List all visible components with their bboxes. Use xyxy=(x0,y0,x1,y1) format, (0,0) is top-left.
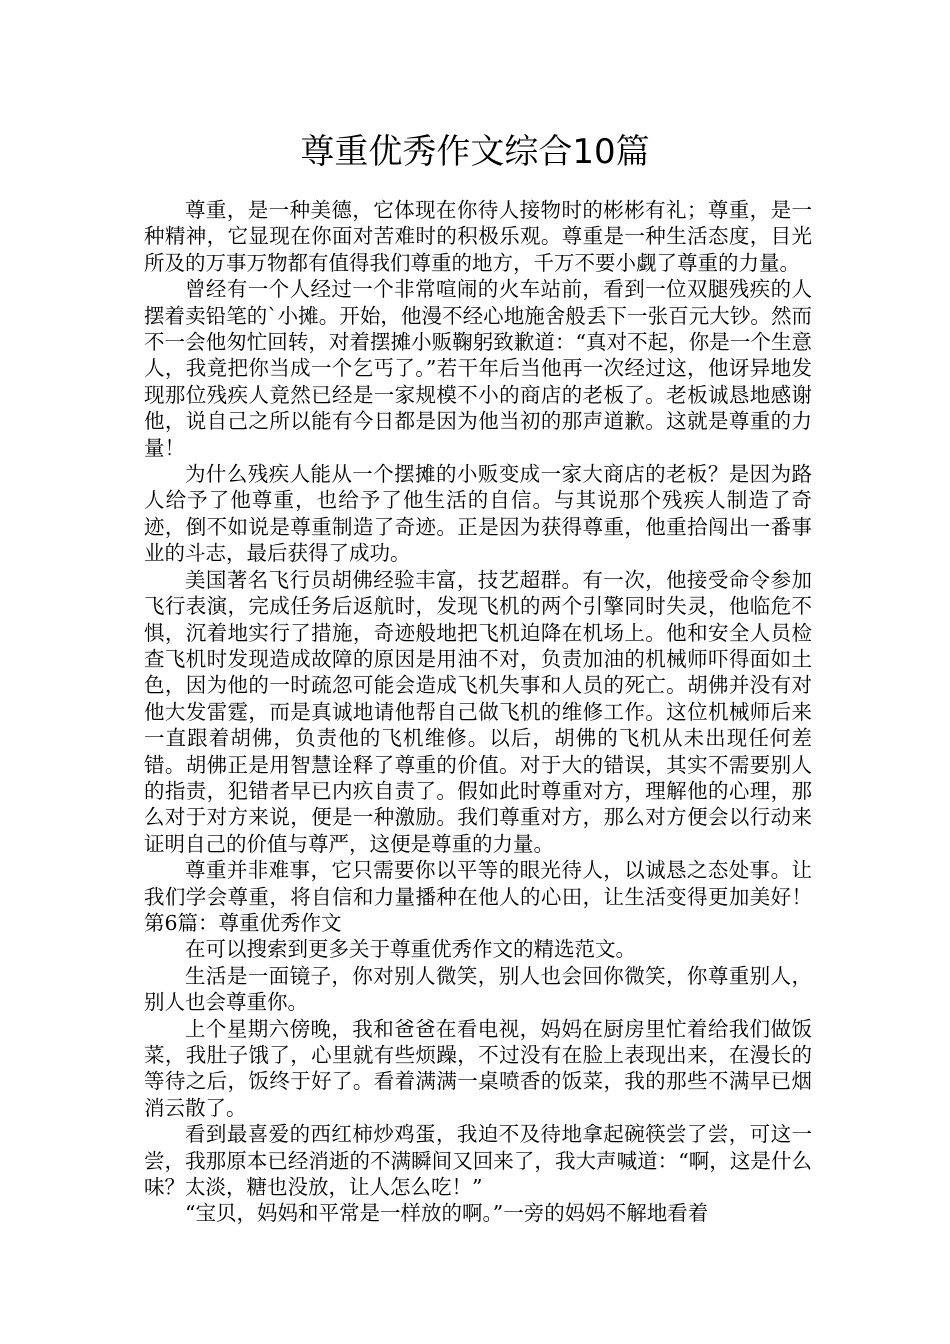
paragraph: 生活是一面镜子，你对别人微笑，别人也会回你微笑，你尊重别人，别人也会尊重你。 xyxy=(144,963,812,1015)
document-title: 尊重优秀作文综合10篇 xyxy=(300,132,650,172)
paragraph: 尊重并非难事，它只需要你以平等的眼光待人，以诚恳之态处事。让我们学会尊重，将自信和力量播种在他人的心田，让生活变得更加美好！第6篇：尊重优秀作文 xyxy=(144,858,812,935)
paragraph: 上个星期六傍晚，我和爸爸在看电视，妈妈在厨房里忙着给我们做饭菜，我肚子饿了，心里就有些烦躁，不过没有在脸上表现出来，在漫长的等待之后，饭终于好了。看着满满一桌喷香的饭菜，我的那些不满早已烟消云散了。 xyxy=(144,1016,812,1120)
paragraph: 美国著名飞行员胡佛经验丰富，技艺超群。有一次，他接受命令参加飞行表演，完成任务后返航时，发现飞机的两个引擎同时失灵，他临危不惧，沉着地实行了措施，奇迹般地把飞机迫降在机场上。他和安全人员检查飞机时发现造成故障的原因是用油不对，负责加油的机械师吓得面如土色，因为他的一时疏忽可能会造成飞机失事和人员的死亡。胡佛并没有对他大发雷霆，而是真诚地请他帮自己做飞机的维修工作。这位机械师后来一直跟着胡佛，负责他的飞机维修。以后，胡佛的飞机从未出现任何差错。胡佛正是用智慧诠释了尊重的价值。对于大的错误，其实不需要别人的指责，犯错者早已内疚自责了。假如此时尊重对方，理解他的心理，那么对于对方来说，便是一种激励。我们尊重对方，那么对方便会以行动来证明自己的价值与尊严，这便是尊重的力量。 xyxy=(144,567,812,856)
paragraph: 尊重，是一种美德，它体现在你待人接物时的彬彬有礼；尊重，是一种精神，它显现在你面对苦难时的积极乐观。尊重是一种生活态度，目光所及的万事万物都有值得我们尊重的地方，千万不要小觑了尊重的力量。 xyxy=(144,198,812,275)
paragraph: 看到最喜爱的西红柿炒鸡蛋，我迫不及待地拿起碗筷尝了尝，可这一尝，我那原本已经消逝的不满瞬间又回来了，我大声喊道：“啊，这是什么味？太淡，糖也没放，让人怎么吃！” xyxy=(144,1122,812,1200)
paragraph: 在可以搜索到更多关于尊重优秀作文的精选范文。 xyxy=(185,937,636,962)
paragraph: 为什么残疾人能从一个摆摊的小贩变成一家大商店的老板？是因为路人给予了他尊重，也给予了他生活的自信。与其说那个残疾人制造了奇迹，倒不如说是尊重制造了奇迹。正是因为获得尊重，他重拾闯出一番事业的斗志，最后获得了成功。 xyxy=(144,462,812,566)
document-body xyxy=(144,197,812,1227)
paragraph: 曾经有一个人经过一个非常喧闹的火车站前，看到一位双腿残疾的人摆着卖铅笔的`小摊。开始，他漫不经心地施舍般丢下一张百元大钞。然而不一会他匆忙回转，对着摆摊小贩鞠躬致歉道：“真对不起，你是一个生意人，我竟把你当成一个乞丐了。”若干年后当他再一次经过这，他讶异地发现那位残疾人竟然已经是一家规模不小的商店的老板了。老板诚恳地感谢他，说自己之所以能有今日都是因为他当初的那声道歉。这就是尊重的力量！ xyxy=(144,277,812,460)
paragraph: “宝贝，妈妈和平常是一样放的啊。”一旁的妈妈不解地看着 xyxy=(185,1201,709,1226)
